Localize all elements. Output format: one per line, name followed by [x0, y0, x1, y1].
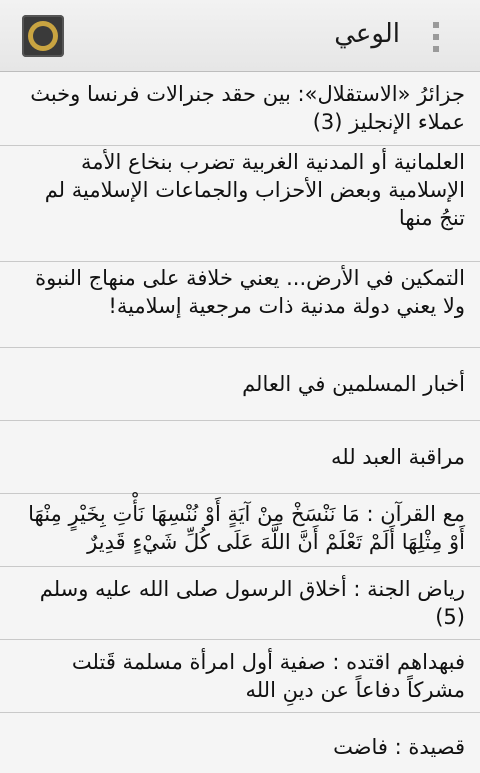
list-item-title: مراقبة العبد لله — [331, 445, 465, 469]
alwaie-logo-icon[interactable] — [22, 15, 64, 57]
list-item-title: أخبار المسلمين في العالم — [242, 372, 465, 396]
list-item[interactable] — [0, 348, 480, 421]
list-item[interactable] — [0, 713, 480, 773]
list-item[interactable] — [0, 494, 480, 567]
overflow-menu-icon[interactable] — [428, 20, 444, 54]
list-item-title: مع القرآن : مَا نَنْسَخْ مِنْ آيَةٍ أَوْ نُنْسِهَا نَأْتِ بِخَيْرٍ مِنْهَا أَوْ مِثْلِهَا أَلَمْ تَعْلَمْ أَنَّ اللَّهَ عَلَى كُلِّ شَيْءٍ قَدِيرٌ — [28, 502, 465, 554]
list-item[interactable] — [0, 146, 480, 262]
list-item[interactable] — [0, 640, 480, 713]
list-item-title: العلمانية أو المدنية الغربية تضرب بنخاع الأمة الإسلامية وبعض الأحزاب والجماعات الإسلامية لم تنجُ منها — [44, 150, 465, 230]
app-title: الوعي — [334, 19, 400, 49]
list-item-title: رياض الجنة : أخلاق الرسول صلى الله عليه وسلم (5) — [39, 577, 465, 629]
action-bar — [0, 0, 480, 72]
list-item[interactable] — [0, 72, 480, 146]
list-item[interactable] — [0, 421, 480, 494]
list-item-title: قصيدة : فاضت — [333, 735, 465, 759]
list-item-title: التمكين في الأرض... يعني خلافة على منهاج النبوة ولا يعني دولة مدنية ذات مرجعية إسلامية! — [35, 266, 465, 318]
list-item[interactable] — [0, 262, 480, 348]
list-item[interactable] — [0, 567, 480, 640]
list-item-title: جزائرُ «الاستقلال»: بين حقد جنرالات فرنسا وخبث عملاء الإنجليز (3) — [30, 82, 465, 134]
list-item-title: فبهداهم اقتده : صفية أول امرأة مسلمة قَتلت مشركاً دفاعاً عن دينِ الله — [71, 650, 465, 702]
